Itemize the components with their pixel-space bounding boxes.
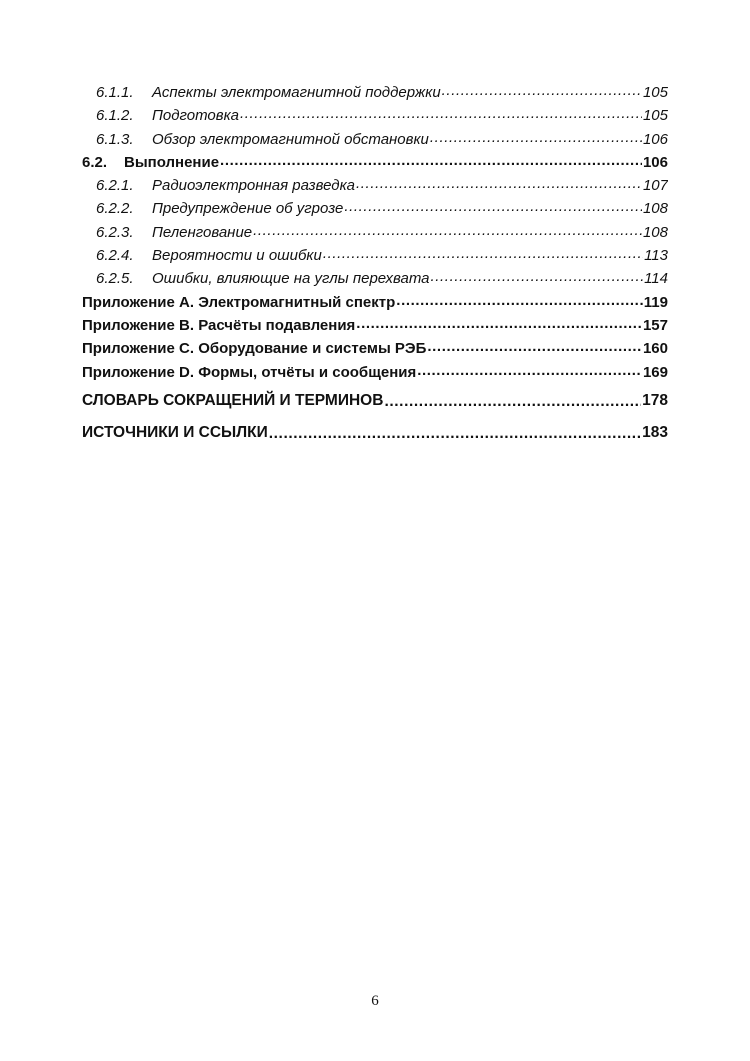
toc-entry[interactable]: [82, 268, 668, 291]
toc-entry-title: Выполнение: [124, 153, 220, 171]
toc-entry-number: 6.2.1.: [96, 177, 134, 195]
toc-entry-page: 105: [642, 84, 668, 101]
toc-entry-number: 6.2.2.: [96, 200, 134, 218]
toc-entry-page: 178: [642, 391, 668, 409]
toc-entry-page: 169: [642, 363, 668, 381]
toc-entry-title: Вероятности и ошибки: [152, 247, 322, 265]
toc-chapter-entry[interactable]: [82, 385, 668, 417]
table-of-contents: [82, 82, 668, 449]
toc-entry-title: ИСТОЧНИКИ И ССЫЛКИ: [82, 423, 268, 441]
toc-entry-page: 105: [642, 107, 668, 125]
dot-leader: [269, 425, 641, 441]
toc-chapter-entry[interactable]: [82, 417, 668, 449]
toc-entry-page: 108: [642, 200, 668, 218]
toc-entry-title: Подготовка: [152, 107, 239, 125]
dot-leader: [396, 292, 643, 307]
toc-entry-title: Ошибки, влияющие на углы перехвата: [152, 270, 430, 288]
toc-entry-title: Приложение C. Оборудование и системы РЭБ: [82, 340, 427, 358]
toc-entry[interactable]: [82, 129, 668, 152]
toc-section-entry[interactable]: [82, 152, 668, 175]
toc-entry-title: Приложение A. Электромагнитный спектр: [82, 293, 396, 311]
dot-leader: [430, 129, 642, 144]
toc-entry-title: Радиоэлектронная разведка: [152, 177, 356, 195]
toc-entry[interactable]: [82, 82, 668, 105]
toc-entry-title: Приложение D. Формы, отчёты и сообщения: [82, 363, 417, 381]
toc-appendix-entry[interactable]: [82, 362, 668, 385]
dot-leader: [384, 393, 641, 409]
dot-leader: [323, 245, 643, 260]
toc-entry-number: 6.2.5.: [96, 270, 134, 288]
dot-leader: [240, 105, 642, 120]
toc-entry-title: Приложение B. Расчёты подавления: [82, 316, 356, 334]
toc-entry[interactable]: [82, 222, 668, 245]
toc-entry-page: 119: [643, 293, 668, 311]
toc-entry-number: 6.2.4.: [96, 247, 134, 265]
toc-entry-number: 6.1.3.: [96, 130, 134, 148]
toc-entry[interactable]: [82, 175, 668, 198]
toc-entry-page: 107: [642, 177, 668, 195]
toc-entry-page: 113: [644, 247, 668, 265]
dot-leader: [356, 315, 642, 330]
dot-leader: [344, 198, 642, 213]
dot-leader: [442, 82, 642, 97]
toc-appendix-entry[interactable]: [82, 338, 668, 361]
page-number: 6: [371, 993, 379, 1009]
dot-leader: [417, 362, 642, 377]
toc-entry[interactable]: [82, 105, 668, 128]
toc-entry-page: 160: [642, 340, 668, 358]
toc-entry-title: Аспекты электромагнитной поддержки: [152, 84, 441, 101]
toc-entry-title: Пеленгование: [152, 223, 253, 241]
toc-entry-number: 6.1.2.: [96, 107, 134, 125]
toc-entry-title: Предупреждение об угрозе: [152, 200, 344, 218]
toc-entry-page: 114: [644, 270, 668, 288]
toc-entry-number: 6.1.1.: [96, 84, 134, 101]
toc-entry-page: 106: [642, 153, 668, 171]
toc-appendix-entry[interactable]: [82, 315, 668, 338]
dot-leader: [220, 152, 642, 167]
toc-entry-title: СЛОВАРЬ СОКРАЩЕНИЙ И ТЕРМИНОВ: [82, 391, 384, 409]
toc-entry[interactable]: [82, 245, 668, 268]
dot-leader: [427, 338, 642, 353]
toc-entry-number: 6.2.: [82, 153, 108, 171]
toc-entry-page: 157: [642, 316, 668, 334]
toc-entry-page: 183: [642, 423, 668, 441]
toc-entry-number: 6.2.3.: [96, 223, 134, 241]
toc-appendix-entry[interactable]: [82, 292, 668, 315]
toc-entry-page: 108: [642, 223, 668, 241]
dot-leader: [431, 268, 644, 283]
toc-entry-page: 106: [642, 130, 668, 148]
dot-leader: [356, 175, 642, 190]
dot-leader: [253, 222, 642, 237]
toc-entry-title: Обзор электромагнитной обстановки: [152, 130, 429, 148]
toc-entry[interactable]: [82, 198, 668, 221]
